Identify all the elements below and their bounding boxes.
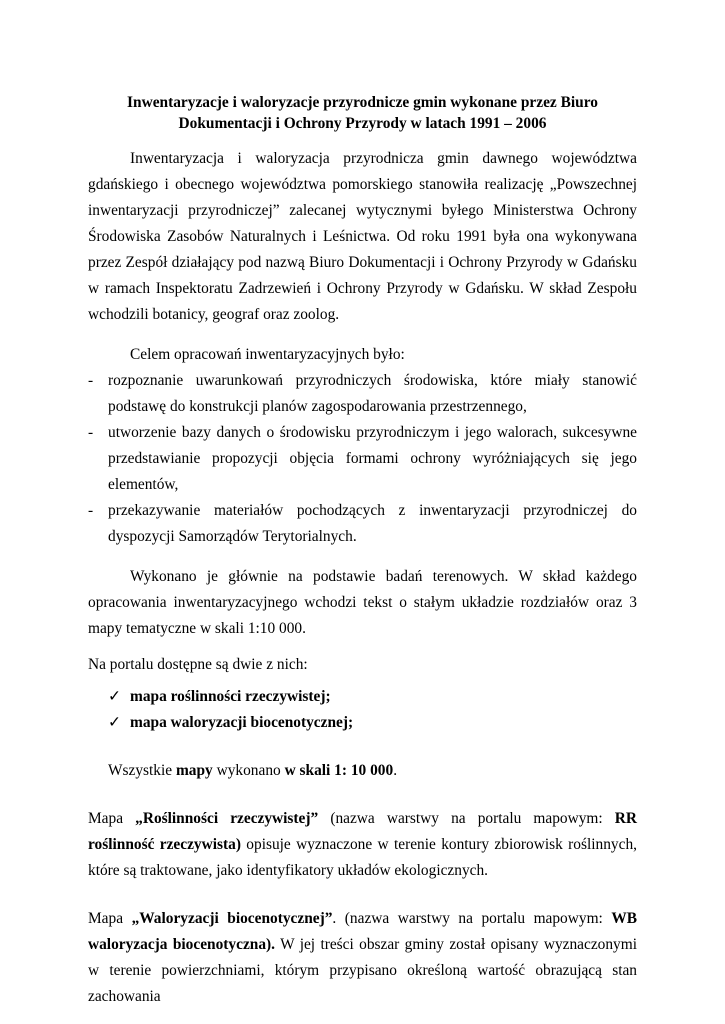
portal-intro: Na portalu dostępne są dwie z nich: — [88, 656, 308, 673]
goals-list — [88, 368, 637, 550]
wb-map-paragraph: Mapa „Waloryzacji biocenotycznej”. (nazwa warstwy na portalu mapowym: WB waloryzacja biocenotyczna). W jej treści obszar gminy został opisany wyznaczonymi w terenie powierzchniami, którym przypisano określoną wartość obrazującą stan zachowania — [88, 910, 638, 1005]
map-item: ✓ mapa roślinności rzeczywistej; — [88, 684, 637, 710]
method-paragraph: Wykonano je głównie na podstawie badań terenowych. W skład każdego opracowania inwentaryzacyjnego wchodzi tekst o stałym układzie rozdziałów oraz 3 mapy tematyczne w skali 1:10 000. — [88, 568, 637, 637]
goal-item: - przekazywanie materiałów pochodzących z inwentaryzacji przyrodniczej do dyspozycji Samorządów Terytorialnych. — [88, 502, 637, 545]
rr-map-paragraph: Mapa „Roślinności rzeczywistej” (nazwa warstwy na portalu mapowym: RR roślinność rzeczywista) opisuje wyznaczone w terenie kontury zbiorowisk roślinnych, które są traktowane, jako identyfikatory układów ekologicznych. — [88, 810, 637, 879]
maps-list — [88, 684, 637, 736]
goal-item: - rozpoznanie uwarunkowań przyrodniczych środowiska, które miały stanowić podstawę do konstrukcji planów zagospodarowania przestrzennego, — [88, 372, 637, 415]
goal-item: - utworzenie bazy danych o środowisku przyrodniczym i jego walorach, sukcesywne przedstawianie propozycji objęcia formami ochrony wyróżniających się jego elementów, — [88, 424, 637, 493]
goals-intro: Celem opracowań inwentaryzacyjnych było: — [130, 346, 405, 363]
document-title: Inwentaryzacje i waloryzacje przyrodnicze gmin wykonane przez Biuro Dokumentacji i Ochrony Przyrody w latach 1991 – 2006 — [127, 94, 598, 132]
intro-paragraph: Inwentaryzacja i waloryzacja przyrodnicza gmin dawnego województwa gdańskiego i obecnego województwa pomorskiego stanowiła realizację „Powszechnej inwentaryzacji przyrodniczej” zalecanej wytycznymi byłego Ministerstwa Ochrony Środowiska Zasobów Naturalnych i Leśnictwa. Od roku 1991 była ona wykonywana przez Zespół działający pod nazwą Biuro Dokumentacji i Ochrony Przyrody w Gdańsku w ramach Inspektoratu Zadrzewień i Ochrony Przyrody w Gdańsku. W skład Zespołu wchodzili botanicy, geograf oraz zoolog. — [88, 150, 637, 323]
checkmark-icon: ✓ — [108, 714, 121, 731]
map-item: ✓ mapa waloryzacji biocenotycznej; — [88, 710, 637, 736]
scale-note: Wszystkie mapy wykonano w skali 1: 10 000. — [108, 762, 398, 779]
checkmark-icon: ✓ — [108, 688, 121, 705]
